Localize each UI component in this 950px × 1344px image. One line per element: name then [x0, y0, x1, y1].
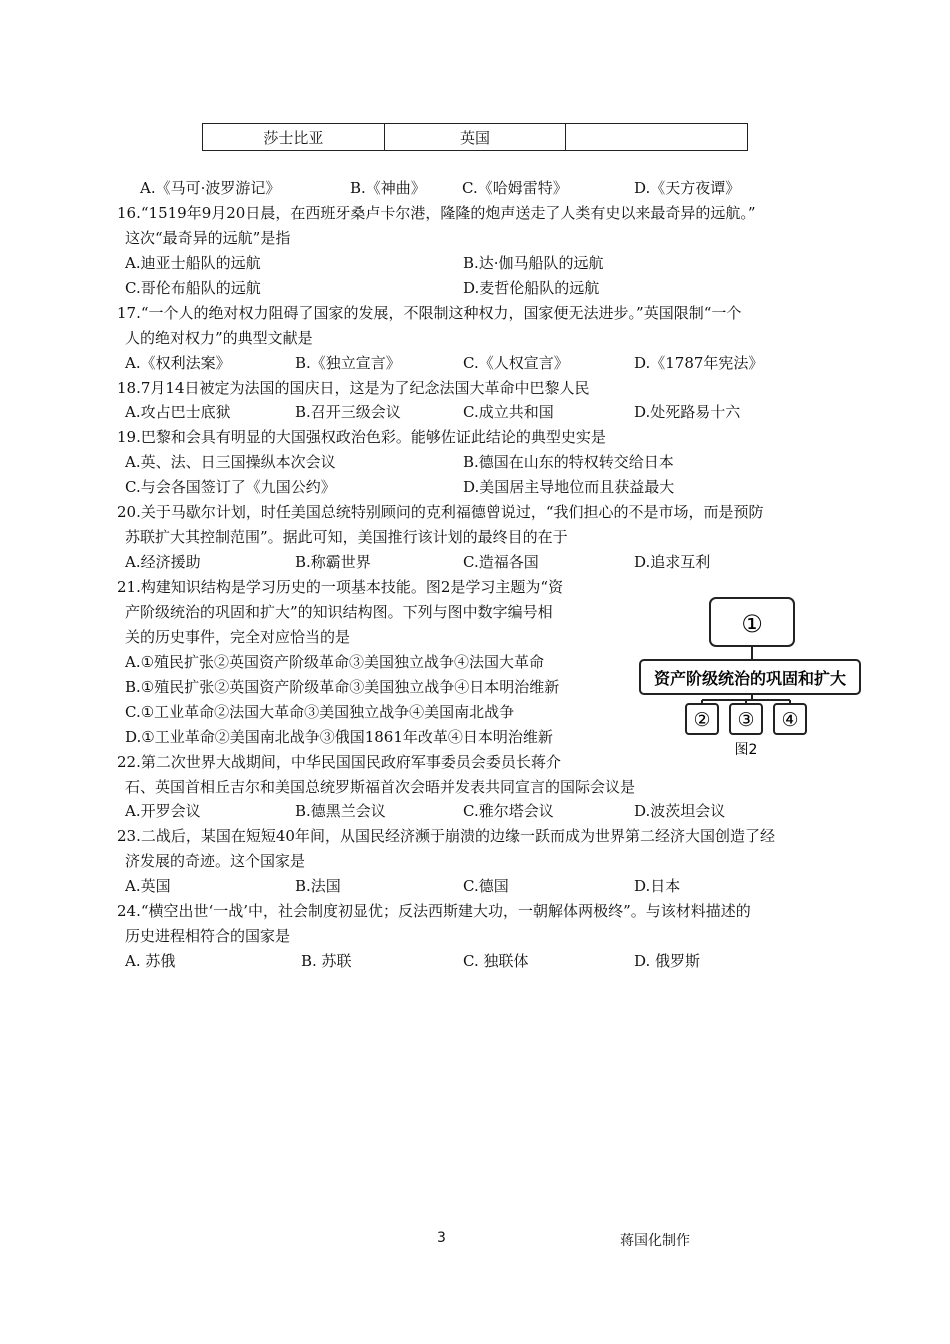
q17-option-c: C.《人权宣言》	[463, 354, 569, 372]
q23-option-a: A.英国	[125, 877, 171, 895]
q18-stem: 18.7月14日被定为法国的国庆日，这是为了纪念法国大革命中巴黎人民	[117, 379, 590, 397]
q19-option-c: C.与会各国签订了《九国公约》	[125, 478, 336, 496]
q22-stem-cont: 石、英国首相丘吉尔和美国总统罗斯福首次会晤并发表共同宣言的国际会议是	[125, 778, 636, 796]
q15-option-d: D.《天方夜谭》	[634, 179, 741, 197]
answer-table	[202, 123, 748, 151]
table-cell: 英国	[384, 124, 566, 151]
table-cell: 莎士比亚	[203, 124, 385, 151]
diagram-label-3: ③	[737, 709, 755, 731]
q21-option-b: B.①殖民扩张②英国资产阶级革命③美国独立战争④日本明治维新	[125, 678, 560, 696]
q24-option-d: D. 俄罗斯	[634, 952, 701, 970]
q15-option-b: B.《神曲》	[350, 179, 426, 197]
q20-option-c: C.造福各国	[463, 553, 539, 571]
diagram-label-2: ②	[693, 709, 711, 731]
q16-option-d: D.麦哲伦船队的远航	[463, 279, 600, 297]
q22-option-c: C.雅尔塔会议	[463, 802, 554, 820]
q20-stem: 20.关于马歇尔计划，时任美国总统特别顾问的克利福德曾说过，“我们担心的不是市场，而是预防	[117, 503, 764, 521]
q19-option-a: A.英、法、日三国操纵本次会议	[125, 453, 336, 471]
q21-stem-cont: 产阶级统治的巩固和扩大”的知识结构图。下列与图中数字编号相	[125, 603, 553, 621]
diagram-label-4: ④	[781, 709, 799, 731]
q21-stem-cont: 关的历史事件，完全对应恰当的是	[125, 628, 351, 646]
q24-option-b: B. 苏联	[301, 952, 352, 970]
q24-stem: 24.“横空出世‘一战’中，社会制度初显优；反法西斯建大功，一朝解体两极终”。与该材料描述的	[117, 902, 751, 920]
q18-option-a: A.攻占巴士底狱	[125, 403, 231, 421]
diagram-label-1: ①	[741, 610, 763, 638]
q22-stem: 22.第二次世界大战期间，中华民国国民政府军事委员会委员长蒋介	[117, 753, 561, 771]
q22-option-b: B.德黑兰会议	[295, 802, 386, 820]
q23-stem: 23.二战后，某国在短短40年间，从国民经济濒于崩溃的边缘一跃而成为世界第二经济大国创造了经	[117, 827, 775, 845]
q24-option-a: A. 苏俄	[125, 952, 176, 970]
figure-caption: 图2	[734, 742, 758, 758]
page-number: 3	[437, 1230, 446, 1246]
q21-option-a: A.①殖民扩张②英国资产阶级革命③美国独立战争④法国大革命	[125, 653, 545, 671]
q15-option-a: A.《马可·波罗游记》	[140, 179, 281, 197]
q23-option-c: C.德国	[463, 877, 509, 895]
q24-stem-cont: 历史进程相符合的国家是	[125, 927, 291, 945]
q20-option-a: A.经济援助	[125, 553, 201, 571]
q17-option-d: D.《1787年宪法》	[634, 354, 764, 372]
q17-option-b: B.《独立宣言》	[295, 354, 401, 372]
q15-option-c: C.《哈姆雷特》	[462, 179, 568, 197]
q19-option-b: B.德国在山东的特权转交给日本	[463, 453, 674, 471]
q18-option-d: D.处死路易十六	[634, 403, 741, 421]
q16-option-a: A.迪亚士船队的远航	[125, 254, 261, 272]
q21-option-d: D.①工业革命②美国南北战争③俄国1861年改革④日本明治维新	[125, 728, 553, 746]
q21-option-c: C.①工业革命②法国大革命③美国独立战争④美国南北战争	[125, 703, 515, 721]
q17-option-a: A.《权利法案》	[125, 354, 231, 372]
q19-option-d: D.美国居主导地位而且获益最大	[463, 478, 675, 496]
q22-option-d: D.波茨坦会议	[634, 802, 726, 820]
q18-option-b: B.召开三级会议	[295, 403, 401, 421]
q20-stem-cont: 苏联扩大其控制范围”。据此可知，美国推行该计划的最终目的在于	[125, 528, 568, 546]
footer-credit: 蒋国化制作	[620, 1233, 690, 1249]
q19-stem: 19.巴黎和会具有明显的大国强权政治色彩。能够佐证此结论的典型史实是	[117, 428, 606, 446]
q20-option-b: B.称霸世界	[295, 553, 371, 571]
knowledge-structure-diagram	[636, 594, 864, 762]
q22-option-a: A.开罗会议	[125, 802, 201, 820]
q16-option-b: B.达·伽马船队的远航	[463, 254, 604, 272]
q18-option-c: C.成立共和国	[463, 403, 554, 421]
table-row	[203, 124, 748, 151]
q17-stem: 17.“一个人的绝对权力阻碍了国家的发展，不限制这种权力，国家便无法进步。”英国限制“一个	[117, 304, 742, 322]
q16-option-c: C.哥伦布船队的远航	[125, 279, 261, 297]
table-cell	[566, 124, 748, 151]
q23-option-b: B.法国	[295, 877, 341, 895]
q16-stem: 16.“1519年9月20日晨，在西班牙桑卢卡尔港，隆隆的炮声送走了人类有史以来最奇异的远航。”	[117, 204, 756, 222]
q24-option-c: C. 独联体	[463, 952, 529, 970]
q23-option-d: D.日本	[634, 877, 681, 895]
q20-option-d: D.追求互利	[634, 553, 711, 571]
q23-stem-cont: 济发展的奇迹。这个国家是	[125, 852, 306, 870]
q17-stem-cont: 人的绝对权力”的典型文献是	[125, 329, 313, 347]
q16-stem-cont: 这次“最奇异的远航”是指	[125, 229, 291, 247]
q21-stem: 21.构建知识结构是学习历史的一项基本技能。图2是学习主题为“资	[117, 578, 564, 596]
diagram-main-label: 资产阶级统治的巩固和扩大	[653, 669, 847, 688]
